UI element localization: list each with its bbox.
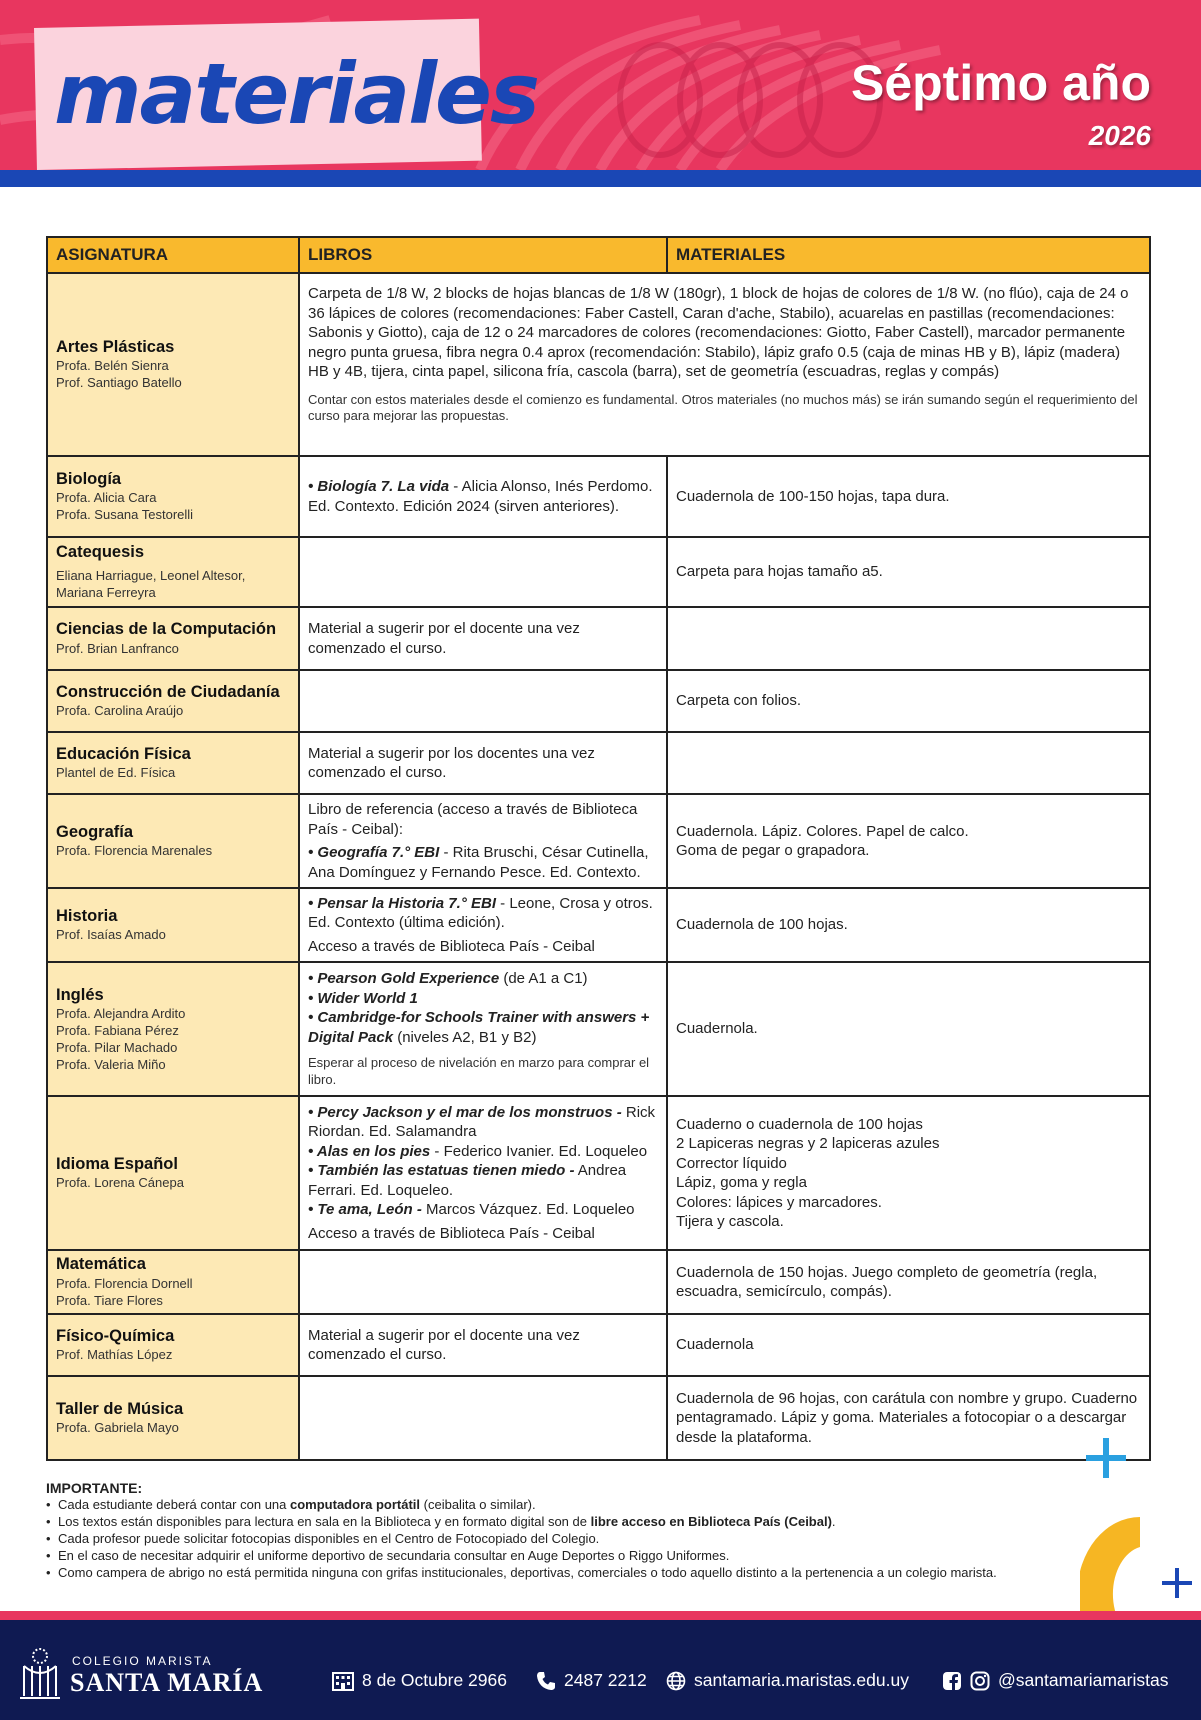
subject-name: Físico-Química xyxy=(56,1326,175,1345)
table-row xyxy=(48,1249,1149,1313)
phone-icon xyxy=(536,1671,556,1691)
materials-cell xyxy=(668,963,1149,1095)
footer-website xyxy=(666,1670,909,1691)
materials-text: Carpeta para hojas tamaño a5. xyxy=(676,563,883,581)
teacher-name: Profa. Fabiana Pérez xyxy=(56,1022,179,1038)
subject-cell xyxy=(48,1377,300,1459)
book-title: • Percy Jackson y el mar de los monstruos - xyxy=(308,1103,622,1121)
books-cell xyxy=(300,1315,668,1375)
note-emphasis: computadora portátil xyxy=(290,1497,421,1513)
footer-pink-band xyxy=(0,1611,1201,1620)
header-libros: LIBROS xyxy=(300,238,668,272)
note-text: Esperar al proceso de nivelación en marzo para comprar el libro. xyxy=(308,1055,650,1087)
subject-cell xyxy=(48,733,300,793)
footer-address xyxy=(332,1670,507,1691)
subject-name: Educación Física xyxy=(56,744,191,763)
subject-name: Historia xyxy=(56,906,118,925)
materials-cell xyxy=(668,1377,1149,1459)
books-cell xyxy=(300,963,668,1095)
book-title: • Cambridge-for Schools Trainer with answers + Digital Pack xyxy=(308,1009,650,1046)
header-materiales: MATERIALES xyxy=(668,238,1149,272)
page-title: materiales xyxy=(54,45,538,143)
subject-cell xyxy=(48,1315,300,1375)
materials-table xyxy=(46,236,1151,1461)
materials-line: Colores: lápices y marcadores. xyxy=(676,1193,882,1211)
address-text: 8 de Octubre 2966 xyxy=(362,1670,507,1690)
subject-cell xyxy=(48,671,300,731)
table-header-row xyxy=(48,238,1149,272)
subject-cell xyxy=(48,457,300,536)
globe-icon xyxy=(666,1671,686,1691)
books-cell xyxy=(300,1377,668,1459)
subject-name: Artes Plásticas xyxy=(56,337,175,356)
table-row xyxy=(48,1313,1149,1375)
note-text: (ceibalita o similar). xyxy=(420,1497,536,1513)
note-text: . xyxy=(831,1514,836,1530)
books-cell xyxy=(300,795,668,887)
book-details: (de A1 a C1) xyxy=(499,970,588,988)
teacher-name: Profa. Gabriela Mayo xyxy=(56,1420,179,1436)
footer-social xyxy=(942,1670,1168,1691)
subject-cell xyxy=(48,274,300,455)
teacher-name: Profa. Susana Testorelli xyxy=(56,507,194,523)
list-item: • Cada profesor puede solicitar fotocopias disponibles en el Centro de Fotocopiado del Colegio. xyxy=(46,1531,1006,1548)
teacher-name: Prof. Isaías Amado xyxy=(56,927,166,943)
book-title: • Te ama, León - xyxy=(308,1201,422,1219)
teacher-name: Profa. Pilar Machado xyxy=(56,1039,178,1055)
books-text: Material a sugerir por el docente una vez comenzado el curso. xyxy=(308,1326,580,1363)
materials-line: Cuadernola. Lápiz. Colores. Papel de calco. xyxy=(676,822,969,840)
materials-cell xyxy=(668,608,1149,669)
plus-decoration-icon xyxy=(1160,1566,1194,1600)
books-intro: Libro de referencia (acceso a través de Biblioteca País - Ceibal): xyxy=(308,801,638,838)
materials-cell xyxy=(668,671,1149,731)
materials-cell xyxy=(668,795,1149,887)
materials-cell xyxy=(668,1251,1149,1313)
subject-cell xyxy=(48,1097,300,1249)
book-title: • También las estatuas tienen miedo - xyxy=(308,1162,575,1180)
phone-text: 2487 2212 xyxy=(564,1670,647,1690)
social-handle[interactable]: @santamariamaristas xyxy=(998,1670,1169,1690)
important-list xyxy=(46,1497,1006,1581)
book-title: • Biología 7. La vida xyxy=(308,478,450,495)
school-name: SANTA MARÍA xyxy=(70,1668,264,1697)
books-text: Material a sugerir por los docentes una vez comenzado el curso. xyxy=(308,744,595,781)
book-details: - Leone, Crosa y otros. Ed. Contexto (última edición). xyxy=(308,894,653,932)
list-item xyxy=(46,1514,1006,1531)
access-text: Acceso a través de Biblioteca País - Ceibal xyxy=(308,1224,595,1242)
materials-text: Cuadernola de 100 hojas. xyxy=(676,916,848,934)
table-row xyxy=(48,731,1149,793)
materials-line: Cuaderno o cuadernola de 100 hojas xyxy=(676,1115,923,1133)
teacher-name: Profa. Lorena Cánepa xyxy=(56,1175,184,1191)
teacher-name: Profa. Carolina Araújo xyxy=(56,703,184,719)
subject-cell xyxy=(48,1251,300,1313)
table-row xyxy=(48,793,1149,887)
teacher-name: Prof. Santiago Batello xyxy=(56,375,182,391)
book-details: - Federico Ivanier. Ed. Loqueleo xyxy=(430,1142,648,1160)
book-title: • Pensar la Historia 7.° EBI xyxy=(308,894,496,912)
teacher-name: Profa. Alicia Cara xyxy=(56,490,157,506)
materials-cell xyxy=(668,733,1149,793)
subject-name: Matemática xyxy=(56,1255,146,1274)
access-text: Acceso a través de Biblioteca País - Ceibal xyxy=(308,937,595,955)
list-item: • Como campera de abrigo no está permitida ninguna con grifas institucionales, deportivas, comerciales o todo aquello distinto a la pertenencia a un colegio marista. xyxy=(46,1565,1006,1582)
subject-cell xyxy=(48,608,300,669)
note-text: Los textos están disponibles para lectura en sala en la Biblioteca y en formato digital son de xyxy=(58,1514,591,1530)
books-cell xyxy=(300,1097,668,1249)
books-cell xyxy=(300,608,668,669)
grade-title: Séptimo año xyxy=(850,55,1151,111)
important-notes xyxy=(46,1479,1006,1582)
materials-line: 2 Lapiceras negras y 2 lapiceras azules xyxy=(676,1135,940,1152)
materials-text: Carpeta con folios. xyxy=(676,692,802,710)
materials-cell xyxy=(668,538,1149,606)
teacher-name: Profa. Florencia Dornell xyxy=(56,1275,193,1291)
materials-text: Cuadernola. xyxy=(676,1020,758,1038)
book-title: • Wider World 1 xyxy=(308,989,418,1007)
subject-cell xyxy=(48,795,300,887)
teacher-name: Mariana Ferreyra xyxy=(56,584,156,600)
table-row xyxy=(48,1375,1149,1459)
materials-text: Cuadernola de 96 hojas, con carátula con nombre y grupo. Cuaderno pentagramado. Lápiz y goma. Materiales a fotocopiar o a descargar desde la plataforma. xyxy=(676,1389,1138,1446)
building-icon xyxy=(332,1671,354,1691)
teacher-name: Profa. Tiare Flores xyxy=(56,1292,163,1308)
materials-text: Cuadernola de 150 hojas. Juego completo de geometría (regla, escuadra, semicírculo, compás). xyxy=(676,1263,1098,1300)
website-link[interactable]: santamaria.maristas.edu.uy xyxy=(694,1670,909,1690)
materials-cell xyxy=(668,1315,1149,1375)
school-subtitle: COLEGIO MARISTA xyxy=(72,1654,213,1668)
subject-name: Idioma Español xyxy=(56,1154,178,1173)
books-cell xyxy=(300,457,668,536)
note-text: Contar con estos materiales desde el comienzo es fundamental. Otros materiales (no muchos más) se irán sumando según el requerimiento del curso para mejorar las propuestas. xyxy=(308,391,1138,424)
book-details: - Alicia Alonso, Inés Perdomo. Ed. Contexto. Edición 2024 (sirven anteriores). xyxy=(308,478,653,515)
subject-name: Biología xyxy=(56,469,122,488)
book-title: • Pearson Gold Experience xyxy=(308,970,500,988)
books-text: Material a sugerir por el docente una vez comenzado el curso. xyxy=(308,620,580,657)
subject-cell xyxy=(48,889,300,961)
plus-decoration-icon xyxy=(1084,1436,1128,1480)
teacher-name: Prof. Brian Lanfranco xyxy=(56,640,179,656)
table-row xyxy=(48,961,1149,1095)
header-blue-band xyxy=(0,170,1201,187)
book-details: Marcos Vázquez. Ed. Loqueleo xyxy=(421,1201,635,1219)
materials-cell xyxy=(668,457,1149,536)
table-row xyxy=(48,669,1149,731)
note-emphasis: libre acceso en Biblioteca País (Ceibal) xyxy=(590,1514,832,1530)
book-title: • Geografía 7.° EBI xyxy=(308,844,440,861)
materials-text: Cuadernola de 100-150 hojas, tapa dura. xyxy=(676,487,950,505)
materials-line: Goma de pegar o grapadora. xyxy=(676,842,870,859)
subject-name: Inglés xyxy=(56,985,104,1004)
table-row xyxy=(48,536,1149,606)
books-cell xyxy=(300,889,668,961)
combined-cell xyxy=(300,274,1149,455)
book-details: Andrea Ferrari. Ed. Loqueleo. xyxy=(308,1162,627,1199)
materials-cell xyxy=(668,889,1149,961)
books-cell xyxy=(300,733,668,793)
note-text: Cada estudiante deberá contar con una xyxy=(58,1497,291,1513)
books-cell xyxy=(300,1251,668,1313)
teacher-name: Profa. Alejandra Ardito xyxy=(56,1005,186,1021)
teacher-name: Eliana Harriague, Leonel Altesor, xyxy=(56,567,246,583)
table-row xyxy=(48,1095,1149,1249)
important-title: IMPORTANTE: xyxy=(46,1480,143,1496)
teacher-name: Prof. Mathías López xyxy=(56,1347,173,1363)
materials-text: Carpeta de 1/8 W, 2 blocks de hojas blancas de 1/8 W (180gr), 1 block de hojas de colores de 1/8 W. (no flúo), caja de 24 o 36 lápices de colores (recomendaciones: Faber Castell, Caran d'ache, Stabilo), acuarelas en pastillas (recomendaciones: Sabonis y Giotto), caja de 12 o 24 marcadores de colores (recomendaciones: Giotto, Faber Castell), marcador permanente negro punta gruesa, fibra negra 0.4 aprox (recomendación: Stabilo), lápiz grafo 0.5 (caja de minas HB y B), lápiz (madera) HB y 4B, tijera, cinta papel, silicona fría, cascola (barra), set de geometría (escuadras, reglas y compás) xyxy=(308,285,1129,380)
teacher-name: Plantel de Ed. Física xyxy=(56,765,176,781)
table-row xyxy=(48,887,1149,961)
book-details: (niveles A2, B1 y B2) xyxy=(393,1028,537,1046)
teacher-name: Profa. Belén Sienra xyxy=(56,358,169,374)
subject-name: Taller de Música xyxy=(56,1399,184,1418)
subject-cell xyxy=(48,538,300,606)
subject-cell xyxy=(48,963,300,1095)
subject-name: Geografía xyxy=(56,822,134,841)
materials-line: Lápiz, goma y regla xyxy=(676,1174,807,1191)
table-row xyxy=(48,606,1149,669)
list-item: • En el caso de necesitar adquirir el uniforme deportivo de secundaria consultar en Auge Deportes o Riggo Uniformes. xyxy=(46,1548,1006,1565)
header-banner xyxy=(0,0,1201,187)
book-title: • Alas en los pies xyxy=(308,1142,431,1160)
book-details: Rick Riordan. Ed. Salamandra xyxy=(308,1103,656,1141)
subject-name: Ciencias de la Computación xyxy=(56,620,277,639)
table-row xyxy=(48,272,1149,455)
list-item xyxy=(46,1497,1006,1514)
table-row xyxy=(48,455,1149,536)
footer-phone xyxy=(536,1670,647,1691)
books-cell xyxy=(300,671,668,731)
teacher-name: Profa. Valeria Miño xyxy=(56,1056,166,1072)
book-details: - Rita Bruschi, César Cutinella, Ana Domínguez y Fernando Pesce. Ed. Contexto. xyxy=(308,844,649,881)
teacher-name: Profa. Florencia Marenales xyxy=(56,843,213,859)
header-asignatura: ASIGNATURA xyxy=(48,238,300,272)
materials-text: Cuadernola xyxy=(676,1336,754,1354)
subject-name: Construcción de Ciudadanía xyxy=(56,682,280,701)
footer xyxy=(0,1620,1201,1720)
materials-line: Tijera y cascola. xyxy=(676,1213,784,1230)
year-label: 2026 xyxy=(1088,120,1151,151)
subject-name: Catequesis xyxy=(56,543,145,562)
instagram-icon[interactable] xyxy=(970,1671,990,1691)
facebook-icon[interactable] xyxy=(942,1671,962,1691)
school-logo-icon xyxy=(16,1646,64,1702)
books-cell xyxy=(300,538,668,606)
materials-cell xyxy=(668,1097,1149,1249)
materials-line: Corrector líquido xyxy=(676,1154,787,1172)
